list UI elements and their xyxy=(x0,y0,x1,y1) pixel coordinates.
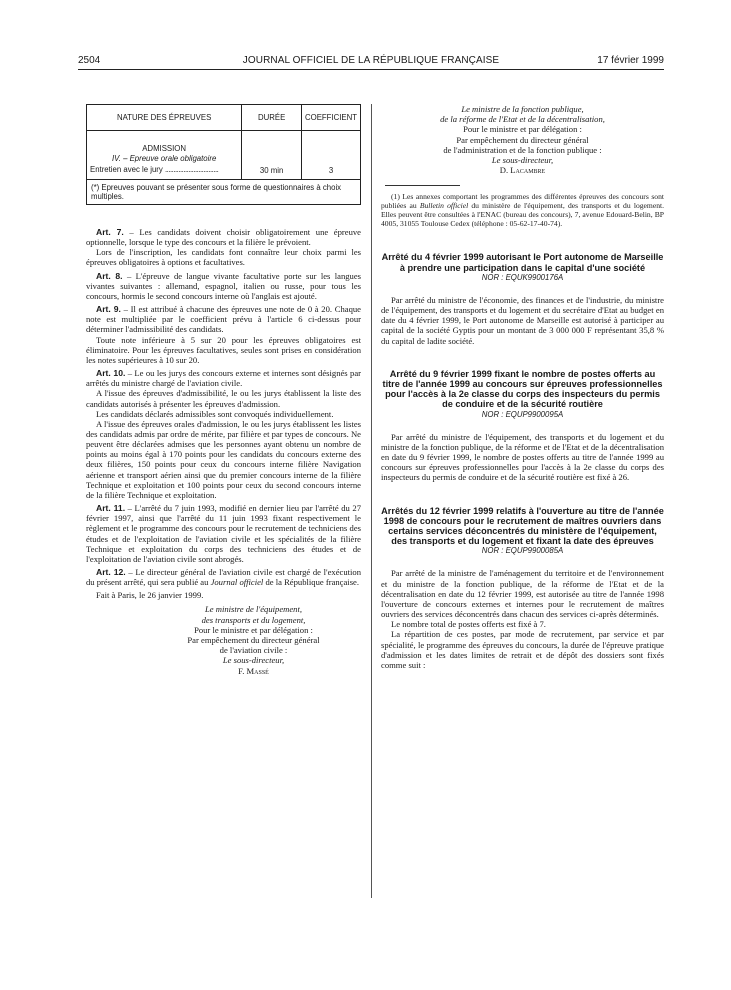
nor-reference: NOR : EQUP9900095A xyxy=(481,409,564,419)
article-label: Art. 10. xyxy=(96,368,126,379)
paragraph: Toute note inférieure à 5 sur 20 pour les épreuves obligatoires est éliminatoire. Pour les épreuves facultatives, seules sont prises en considération les notes supérieures à 10 sur 20. xyxy=(86,334,361,365)
article-7: Art. 7. – Les candidats doivent choisir obligatoirement une épreuve optionnelle, lorsque le type des concours et la filière le prévoient. xyxy=(86,227,361,248)
row-item: Entretien avec le jury xyxy=(90,165,163,174)
table-footnote: (*) Epreuves pouvant se présenter sous forme de questionnaires à choix multiples. xyxy=(86,180,361,205)
article-12: Art. 12. – Le directeur général de l'aviation civile est chargé de l'exécution du présent arrêté, qui sera publié au Journal officiel de la République française. xyxy=(86,567,362,588)
article-label: Art. 12. xyxy=(96,567,126,577)
paragraph: Lors de l'inscription, les candidats font connaître leur choix parmi les épreuves obligatoires à options et facultatives. xyxy=(86,247,361,268)
article-title: Arrêtés du 12 février 1999 relatifs à l'ouverture au titre de l'année 1998 de concours pour le recrutement de maîtres ouvriers dans certains services déconcentrés du ministère de l'équipement, des transports et du logement et fixant la date des épreuves xyxy=(381,505,664,547)
paragraph: A l'issue des épreuves d'admissibilité, le ou les jurys établissent la liste des candidats autorisés à présenter les épreuves d'admission. xyxy=(86,388,361,409)
table-header-duree: DURÉE xyxy=(242,105,302,131)
paragraph: A l'issue des épreuves orales d'admission, le ou les jurys établissent les listes des candidats admis par ordre de mérite, par filière et par types de concours. Ne peuvent être déclarées admises que les personnes ayant obtenu un nombre de points au moins égal à 170 points pour les candidats du concours externe des deux filières, 150 points pour ceux du concours interne filière Navigation aérienne et transport aérien ainsi que du premier concours interne de la filière Technique et exploitation et 100 points pour ceux du second concours interne de la filière Technique et exploitation. xyxy=(86,418,361,500)
article-8: Art. 8. – L'épreuve de langue vivante facultative porte sur les langues vivantes suivantes : allemand, espagnol, italien ou russe, pour tous les concours, hormis le second concours interne où l'anglais est ajouté. xyxy=(86,270,362,301)
article-title: Arrêté du 9 février 1999 fixant le nombre de postes offerts au titre de l'année 1999 au concours sur épreuves professionnelles pour l'accès à la 2e classe du corps des inspecteurs du permis de conduire et de la sécurité routière xyxy=(382,368,663,410)
article-label: Art. 8. xyxy=(96,270,123,281)
nor-reference: NOR : EQUK9900176A xyxy=(481,272,564,282)
table-cell-nature xyxy=(87,131,242,180)
table-row xyxy=(87,131,361,180)
article-9: Art. 9. – Il est attribué à chacune des épreuves une note de 0 à 20. Chaque note est multipliée par le coefficient prévu à l'article 6 ci-dessus pour déterminer l'admissibilité des candidats. xyxy=(86,304,361,335)
table-header-coefficient: COEFFICIENT xyxy=(302,105,361,131)
nor-reference: NOR : EQUP9900085A xyxy=(481,546,564,556)
signature-block: Le ministre de l'équipement, des transports et du logement, Pour le ministre et par délégation : Par empêchement du directeur général de l'aviation civile : Le sous-directeur, F. Massé xyxy=(146,604,361,675)
signature-block: Le ministre de la fonction publique, de la réforme de l'Etat et de la décentralisation, Pour le ministre et par délégation : Par empêchement du directeur général de l'administration et de la fonction publique : Le sous-directeur, D. Lacambre xyxy=(381,104,664,175)
header-rule xyxy=(78,69,664,70)
signatory-name: F. Massé xyxy=(238,665,269,676)
right-column xyxy=(381,104,664,670)
article-title: Arrêté du 4 février 1999 autorisant le Port autonome de Marseille à prendre une participation dans le capital d'une société xyxy=(381,252,664,273)
paragraph: Par arrêté du ministre de l'économie, des finances et de l'industrie, du ministre de l'équipement, des transports et du logement et du secrétaire d'Etat au budget en date du 4 février 1999, le Port autonome de Marseille est autorisé à participer au capital de la société Gyptis pour un montant de 3 000 000 F représentant 35,8 % du capital de ladite société. xyxy=(381,294,664,346)
page-header xyxy=(78,55,664,69)
paragraph: Par arrêté de la ministre de l'aménagement du territoire et de l'environnement et du ministre de la fonction publique, de la réforme de l'Etat et de la décentralisation en date du 12 février 1999, est autorisée au titre de l'année 1998 l'ouverture de concours externes et internes pour le recrutement de maîtres ouvriers des services déconcentrés dans chacun des services ci-après déterminés. xyxy=(381,568,664,620)
row-title: ADMISSION xyxy=(142,144,186,153)
article-11: Art. 11. – L'arrêté du 7 juin 1993, modifié en dernier lieu par l'arrêté du 27 février 1997, ainsi que l'arrêté du 11 juin 1993 fixant respectivement le règlement et le programme des concours pour le recrutement de techniciens des études et de l'exploitation de l'aviation civile et les spécialités de la filière Technique et exploitation du corps des techniciens des études et de l'exploitation de l'aviation civile sont abrogés. xyxy=(86,503,361,564)
article-label: Art. 9. xyxy=(96,304,121,315)
journal-title: JOURNAL OFFICIEL DE LA RÉPUBLIQUE FRANÇAISE xyxy=(242,55,500,66)
paragraph: La répartition de ces postes, par mode de recrutement, par service et par spécialité, le programme des épreuves du concours, la durée de l'épreuve pratique d'admission et les dates limites de retrait et de dépôt des dossiers sont fixés comme suit : xyxy=(381,629,664,670)
row-dots: ................................ xyxy=(164,165,219,174)
left-column xyxy=(86,227,361,676)
footnote: (1) Les annexes comportant les programmes des différentes épreuves des concours sont publiées au Bulletin officiel du ministère de l'équipement, des transports et du logement. Elles peuvent être consultées à l'ENAC (bureau des concours), 7, avenue Edouard-Belin, BP 4005, 31055 Toulouse Cedex (téléphone : 05-62-17-40-74). xyxy=(381,192,664,229)
column-divider xyxy=(371,104,372,898)
footnote-rule xyxy=(385,185,460,186)
table-cell-duree: 30 min xyxy=(242,131,302,180)
page-number: 2504 xyxy=(78,55,101,66)
paragraph: Les candidats déclarés admissibles sont convoqués individuellement. xyxy=(96,408,334,419)
signatory-name: D. Lacambre xyxy=(499,165,546,176)
table-header-nature: NATURE DES ÉPREUVES xyxy=(87,105,242,131)
article-label: Art. 11. xyxy=(96,503,126,514)
table-cell-coefficient: 3 xyxy=(302,131,361,180)
row-subtitle: IV. – Epreuve orale obligatoire xyxy=(111,154,217,163)
paragraph: Le nombre total de postes offerts est fixé à 7. xyxy=(391,619,546,630)
article-label: Art. 7. xyxy=(96,227,124,237)
issue-date: 17 février 1999 xyxy=(597,55,664,66)
article-10: Art. 10. – Le ou les jurys des concours externe et internes sont désignés par arrêtés du ministre chargé de l'aviation civile. xyxy=(86,368,362,389)
epreuves-table xyxy=(86,104,361,205)
done-at: Fait à Paris, le 26 janvier 1999. xyxy=(96,590,204,601)
paragraph: Par arrêté du ministre de l'équipement, des transports et du logement et du ministre de la fonction publique, de la réforme et de l'Etat et de la décentralisation en date du 9 février 1999, le nombre de postes offerts au titre de l'année 1999 au concours sur épreuves professionnelles pour l'accès à la 2e classe du corps des inspecteurs du permis de conduire et de la sécurité routière est fixé à 26. xyxy=(381,431,664,483)
